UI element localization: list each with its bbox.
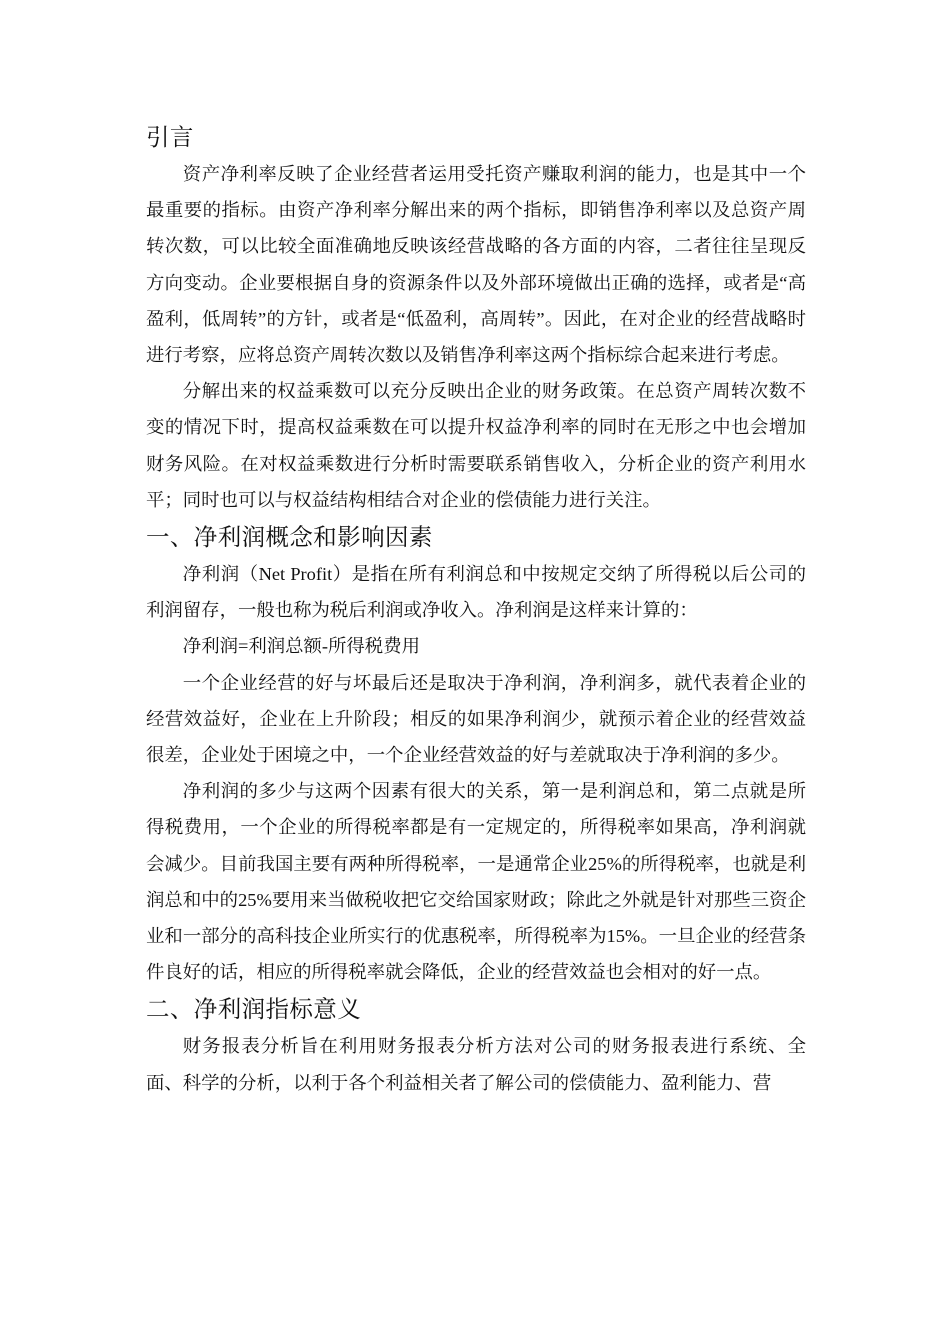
intro-paragraph-1: 资产净利率反映了企业经营者运用受托资产赚取利润的能力，也是其中一个最重要的指标。由资产净利率分解出来的两个指标，即销售净利率以及总资产周转次数，可以比较全面准确地反映该经营战略的各方面的内容，二者往往呈现反方向变动。企业要根据自身的资源条件以及外部环境做出正确的选择，或者是“高盈利，低周转”的方针，或者是“低盈利，高周转”。因此，在对企业的经营战略时进行考察，应将总资产周转次数以及销售净利率这两个指标综合起来进行考虑。 [146,164,806,366]
intro-paragraph-2: 分解出来的权益乘数可以充分反映出企业的财务政策。在总资产周转次数不变的情况下时，提高权益乘数在可以提升权益净利率的同时在无形之中也会增加财务风险。在对权益乘数进行分析时需要联系销售收入，分析企业的资产利用水平；同时也可以与权益结构相结合对企业的偿债能力进行关注。 [146,381,806,510]
section-1-paragraph-3: 净利润的多少与这两个因素有很大的关系，第一是利润总和，第二点就是所得税费用，一个企业的所得税率都是有一定规定的，所得税率如果高，净利润就会减少。目前我国主要有两种所得税率，一是通常企业25%的所得税率，也就是利润总和中的25%要用来当做税收把它交给国家财政；除此之外就是针对那些三资企业和一部分的高科技企业所实行的优惠税率，所得税率为15%。一旦企业的经营条件良好的话，相应的所得税率就会降低，企业的经营效益也会相对的好一点。 [146,781,806,983]
section-1-paragraph-1: 净利润（Net Profit）是指在所有利润总和中按规定交纳了所得税以后公司的利润留存，一般也称为税后利润或净收入。净利润是这样来计算的： [146,564,806,621]
section-2-paragraph-1: 财务报表分析旨在利用财务报表分析方法对公司的财务报表进行系统、全面、科学的分析，以利于各个利益相关者了解公司的偿债能力、盈利能力、营 [146,1036,806,1093]
section-2-heading: 二、净利润指标意义 [146,995,362,1024]
section-1-heading: 一、净利润概念和影响因素 [146,523,433,552]
document-page [146,118,806,1101]
intro-heading: 引言 [146,123,194,151]
section-1-paragraph-2: 一个企业经营的好与坏最后还是取决于净利润，净利润多，就代表着企业的经营效益好，企业在上升阶段；相反的如果净利润少，就预示着企业的经营效益很差，企业处于困境之中，一个企业经营效益的好与差就取决于净利润的多少。 [146,672,806,766]
net-profit-formula: 净利润=利润总额-所得税费用 [182,636,420,657]
